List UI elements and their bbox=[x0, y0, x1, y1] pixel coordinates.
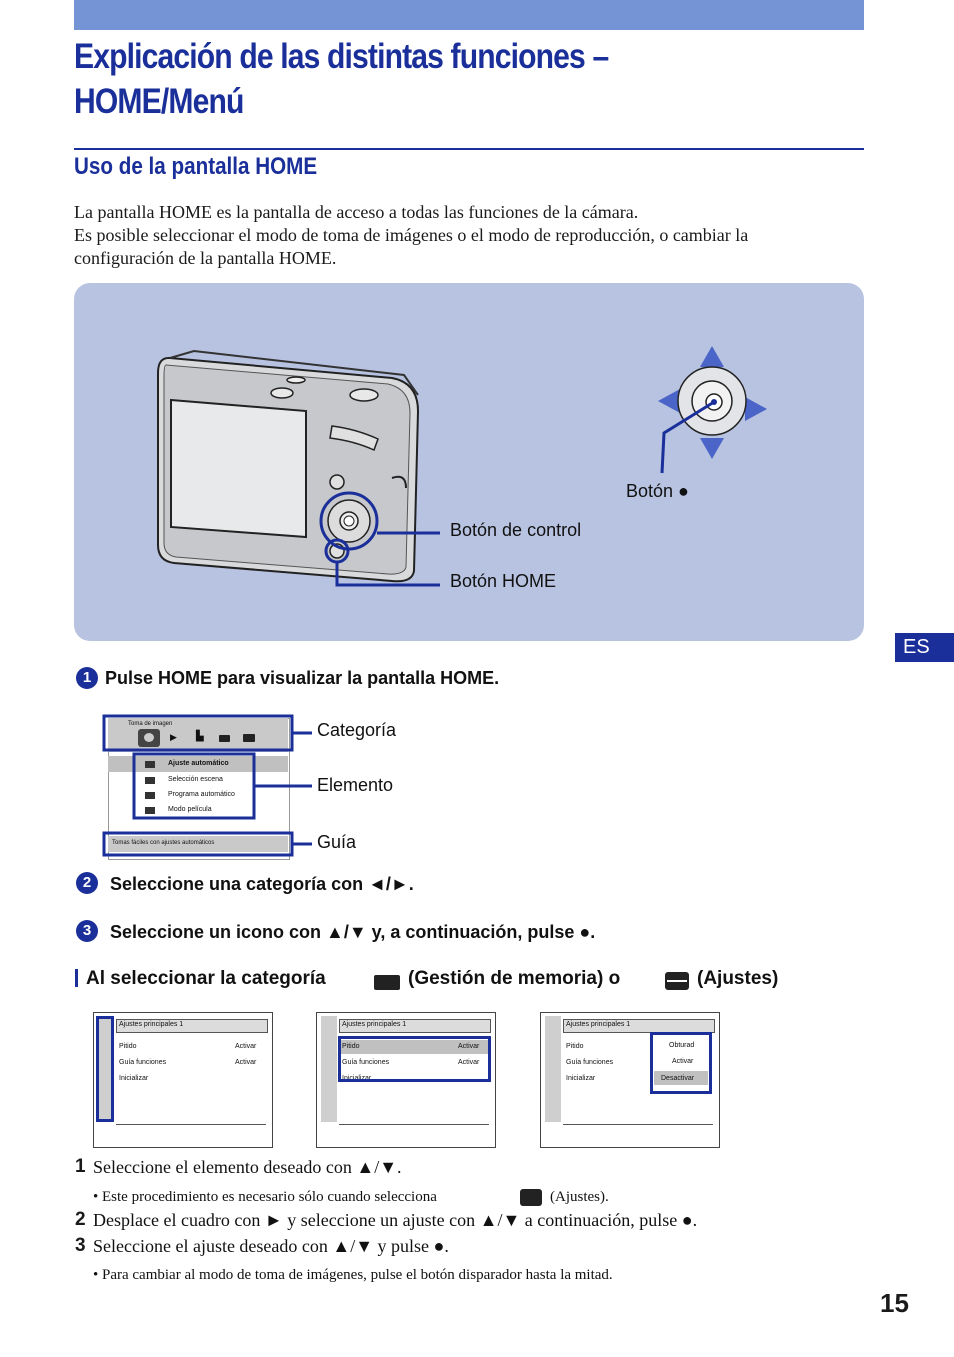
language-tab: ES bbox=[895, 633, 954, 662]
settings-header: Ajustes principales 1 bbox=[342, 1021, 407, 1028]
home-item-1: Ajuste automático bbox=[168, 760, 229, 767]
selection-frame bbox=[338, 1036, 491, 1082]
settings-row-label: Inicializar bbox=[566, 1075, 596, 1082]
label-guia: Guía bbox=[317, 832, 357, 852]
selection-frame bbox=[96, 1016, 114, 1122]
settings-row-label: Guía funciones bbox=[119, 1059, 167, 1066]
label-elemento: Elemento bbox=[317, 775, 394, 795]
home-screen-guide: Tomas fáciles con ajustes automáticos bbox=[112, 840, 215, 846]
settings-row-label: Guía funciones bbox=[342, 1059, 390, 1066]
popup-option: Desactivar bbox=[661, 1075, 695, 1082]
instruction-1-note-a: • Este procedimiento es necesario sólo cuando selecciona bbox=[93, 1189, 437, 1205]
top-color-bar bbox=[74, 0, 864, 30]
step-1-badge: 1 bbox=[76, 667, 98, 689]
settings-row-label: Pitido bbox=[342, 1043, 360, 1050]
divider bbox=[339, 1124, 489, 1125]
home-item-3: Programa automático bbox=[168, 791, 235, 798]
settings-row-value: Activar bbox=[235, 1059, 257, 1066]
popup-option: Activar bbox=[672, 1058, 694, 1065]
play-icon: ▶ bbox=[170, 732, 177, 742]
settings-sidebar bbox=[545, 1016, 561, 1122]
instruction-3-number: 3 bbox=[75, 1235, 86, 1256]
step-1-text: Pulse HOME para visualizar la pantalla HOME. bbox=[105, 668, 500, 688]
intro-line-3: configuración de la pantalla HOME. bbox=[74, 248, 337, 268]
title-rule bbox=[74, 148, 864, 150]
control-dial-icon bbox=[658, 346, 767, 473]
intro-line-2: Es posible seleccionar el modo de toma de imágenes o el modo de reproducción, o cambiar la bbox=[74, 225, 749, 245]
toolbox-icon bbox=[520, 1189, 542, 1206]
step-3-badge: 3 bbox=[76, 920, 98, 942]
section-marker bbox=[75, 969, 78, 987]
settings-row-label: Inicializar bbox=[342, 1075, 372, 1082]
page-title-line1: Explicación de las distintas funciones – bbox=[74, 37, 609, 76]
settings-row-label: Inicializar bbox=[119, 1075, 149, 1082]
settings-row-value: Activar bbox=[458, 1059, 480, 1066]
label-categoria: Categoría bbox=[317, 720, 397, 740]
instruction-1-text: Seleccione el elemento deseado con ▲/▼. bbox=[93, 1157, 402, 1177]
settings-header: Ajustes principales 1 bbox=[119, 1021, 184, 1028]
intro-line-1: La pantalla HOME es la pantalla de acceso a todas las funciones de la cámara. bbox=[74, 202, 639, 222]
label-boton-center: Botón ● bbox=[626, 481, 689, 501]
section-heading-part1: Al seleccionar la categoría bbox=[86, 968, 326, 989]
instruction-2-text: Desplace el cuadro con ► y seleccione un ajuste con ▲/▼ a continuación, pulse ●. bbox=[93, 1210, 698, 1230]
settings-row-label: Pitido bbox=[119, 1043, 137, 1050]
page-number: 15 bbox=[880, 1288, 909, 1318]
step-2-text: Seleccione una categoría con ◄/►. bbox=[110, 874, 414, 894]
section-heading-part2: (Gestión de memoria) o bbox=[408, 968, 621, 989]
instruction-1-note-b: (Ajustes). bbox=[550, 1189, 609, 1205]
label-boton-control: Botón de control bbox=[450, 520, 582, 540]
section-heading-part3: (Ajustes) bbox=[697, 968, 779, 989]
settings-header: Ajustes principales 1 bbox=[566, 1021, 631, 1028]
instruction-2-number: 2 bbox=[75, 1209, 86, 1230]
memory-category-icon bbox=[374, 975, 400, 990]
home-screen-callouts bbox=[100, 712, 320, 864]
instruction-3-note: • Para cambiar al modo de toma de imágenes, pulse el botón disparador hasta la mitad. bbox=[93, 1267, 613, 1283]
selection-frame bbox=[650, 1032, 712, 1094]
settings-row-value: Activar bbox=[235, 1043, 257, 1050]
settings-row-label: Guía funciones bbox=[566, 1059, 614, 1066]
section-subtitle: Uso de la pantalla HOME bbox=[74, 153, 318, 180]
toolbox-stripe bbox=[667, 980, 687, 982]
camera-body bbox=[158, 351, 440, 585]
step-2-badge: 2 bbox=[76, 872, 98, 894]
settings-sidebar bbox=[321, 1016, 337, 1122]
home-item-2: Selección escena bbox=[168, 776, 223, 783]
instruction-3-text: Seleccione el ajuste deseado con ▲/▼ y pulse ●. bbox=[93, 1236, 449, 1256]
step-3-text: Seleccione un icono con ▲/▼ y, a continuación, pulse ●. bbox=[110, 922, 596, 942]
settings-row-value: Activar bbox=[458, 1043, 480, 1050]
instruction-1-number: 1 bbox=[75, 1156, 86, 1177]
home-item-4: Modo película bbox=[168, 806, 212, 813]
divider bbox=[116, 1124, 266, 1125]
page-title bbox=[74, 34, 753, 124]
popup-option: Obturad bbox=[669, 1042, 695, 1049]
settings-row-label: Pitido bbox=[566, 1043, 584, 1050]
home-screen-header: Toma de imagen bbox=[128, 721, 173, 727]
print-icon: ▙ bbox=[196, 731, 204, 742]
page-title-line2: HOME/Menú bbox=[74, 82, 244, 121]
label-boton-home: Botón HOME bbox=[450, 571, 557, 591]
divider bbox=[563, 1124, 713, 1125]
